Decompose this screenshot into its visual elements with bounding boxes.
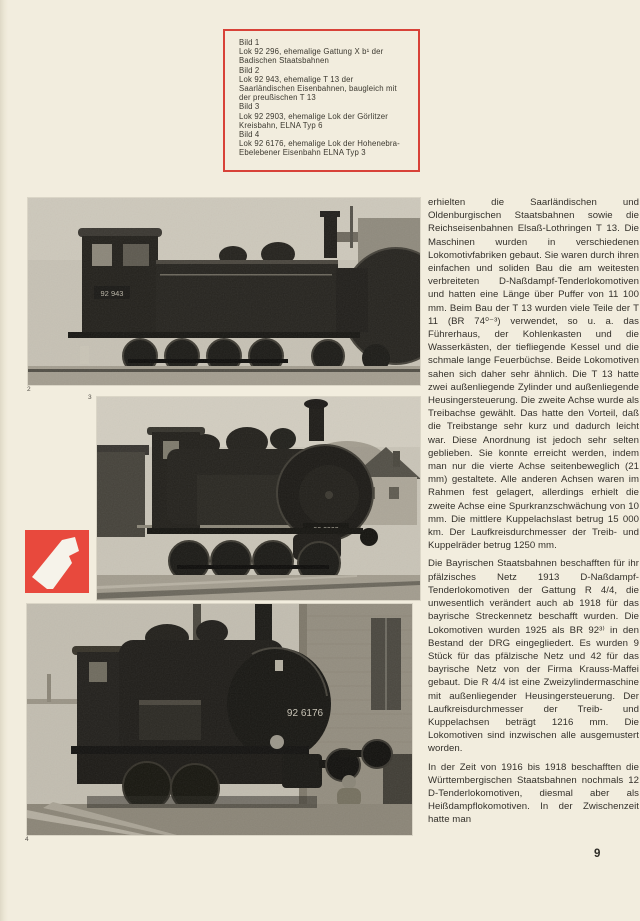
caption-entry	[239, 66, 408, 103]
caption-bild-text: Lok 92 6176, ehemalige Lok der Hohenebra-Ebelebener Eisenbahn ELNA Typ 3	[239, 139, 400, 158]
caption-bild-text: Lok 92 2903, ehemalige Lok der Görlitzer Kreisbahn, ELNA Typ 6	[239, 111, 389, 130]
article-paragraph: erhielten die Saarländischen und Oldenburgischen Staatsbahnen sowie die Reichseisenbahnen Elsaß-Lothringen T 13. Die Maschinen wurden in verschiedenen Lokomotivfabriken gebaut. Sie waren durch ihren einfachen und soliden Bau die am weitesten verbreiteten D-Naßdampf-Tenderlokomotiven und hatten eine Länge über Puffer von 11 100 mm. Beim Bau der T 13 wurden viele Teile der T 11 (BR 74⁰⁻³) verwendet, so u. a. das Führerhaus, der Kohlenkasten und die Wasserkästen, der tiefliegende Kessel und die schmale lange Feuerbüchse. Beide Lokomotiven sahen sich daher sehr ähnlich. Die T 13 hatte zwei außenliegende Zylinder und außenliegende Heusingersteuerung. Die zweite Achse wurde als Treibachse gewählt. Das hatte den Vorteil, daß die Treibstange sehr kurz und dadurch leicht war. Diese Anordnung ist jedoch sehr selten geblieben. Sie konnte erreicht werden, indem man nur die vierte Achse seitenbeweglich (21 mm) gestaltete. Alle anderen Achsen waren im Rahmen fest gelagert, allerdings erhielt die zweite Achse eine Spurkranzschwächung von 10 mm. Die mittlere Kuppelachslast betrug 15 000 km. Der Laufkreisdurchmesser der Treib- und Kuppelräder betrug 1250 mm.	[428, 197, 639, 552]
loco-number-plate: 92 943	[100, 289, 124, 298]
locomotive-photo-illustration	[27, 604, 412, 835]
caption-bild-label: Bild 2	[239, 65, 260, 75]
figure-marker: 4	[25, 836, 29, 843]
caption-box	[223, 29, 420, 172]
red-arrow-tile	[25, 530, 89, 593]
loco-number-plate: 92 6176	[286, 708, 324, 719]
locomotive-photo-illustration	[28, 198, 420, 385]
article-text-column	[428, 196, 639, 832]
figure-marker: 3	[88, 394, 92, 401]
caption-bild-text: Lok 92 943, ehemalige T 13 der Saarländischen Eisenbahnen, baugleich mit der preußischen T 13	[239, 74, 397, 103]
caption-bild-text: Lok 92 296, ehemalige Gattung X b¹ der Badischen Staatsbahnen	[239, 47, 384, 66]
photo-locomotive-92-943	[28, 198, 420, 385]
caption-entry	[239, 102, 408, 130]
photo-locomotive-92-6176	[27, 604, 412, 835]
photo-locomotive-92-2903	[97, 397, 420, 600]
page-edge-shadow	[0, 0, 8, 921]
article-paragraph: Die Bayrischen Staatsbahnen beschafften für ihr pfälzisches Netz 1913 D-Naßdampf-Tenderlokomotiven der Gattung R 4/4, die unwesentlich verändert auch ab 1918 für das bayrische Streckennetz beschafft wurden. Die Lokomotiven wurden 1925 als BR 92³⁾ in den Bestand der DRG eingegliedert. Es wurden 9 Stück für das pfälzische Netz und 42 für das bayrische Netz von der Firma Krauss-Maffei gebaut. Die R 4/4 ist eine Zweizylindermaschine mit außenliegender Heusingersteuerung. Der Laufkreisdurchmesser der Treib- und Kuppelachsen beträgt 1216 mm. Die Lokomotiven sind inzwischen alle ausgemustert worden.	[428, 558, 639, 755]
page-number: 9	[594, 848, 601, 860]
locomotive-photo-illustration	[97, 397, 420, 600]
diagonal-arrow-icon	[25, 530, 89, 593]
article-paragraph: In der Zeit von 1916 bis 1918 beschafften die Württembergischen Staatsbahnen nochmals 12 D-Tenderlokomotiven, diesmal aber als Heißdampflokomotiven. In der Zwischenzeit hatte man	[428, 761, 639, 826]
caption-bild-label: Bild 3	[239, 102, 260, 112]
caption-entry	[239, 38, 408, 66]
caption-bild-label: Bild 4	[239, 130, 260, 140]
caption-entry	[239, 130, 408, 158]
caption-bild-label: Bild 1	[239, 38, 260, 47]
figure-marker: 2	[27, 386, 31, 393]
